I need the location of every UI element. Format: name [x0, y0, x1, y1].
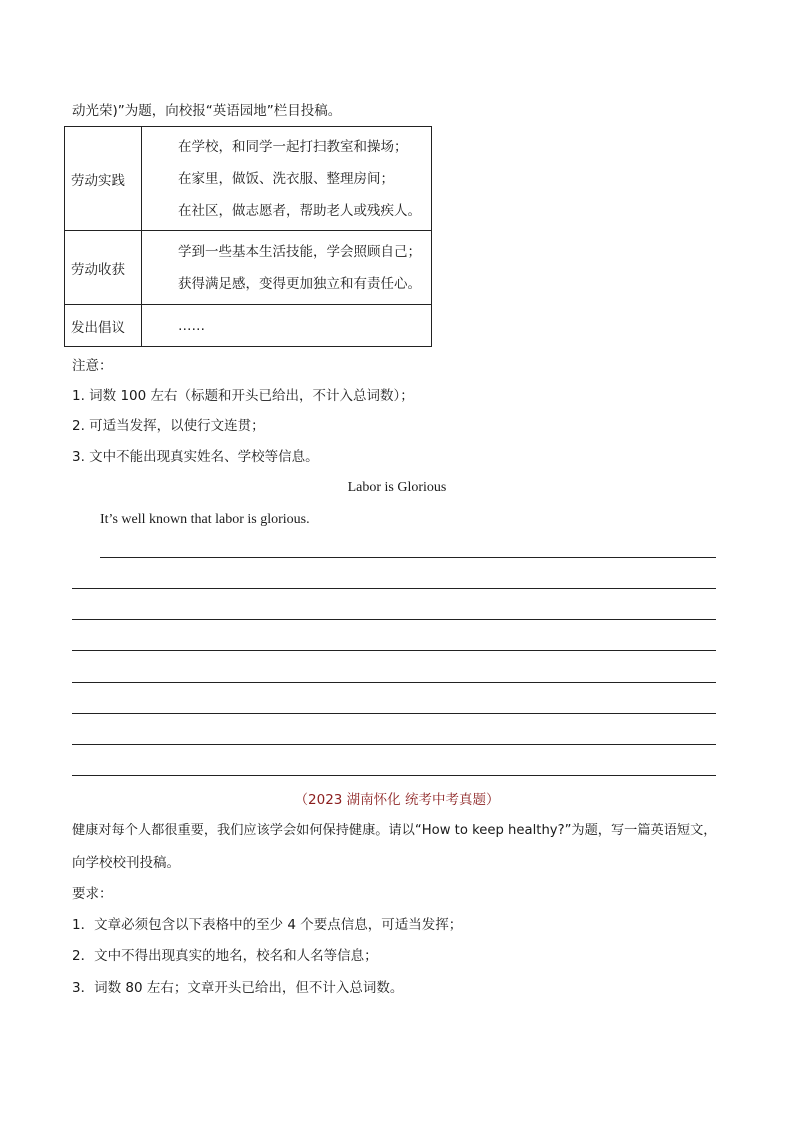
row-body	[142, 231, 432, 305]
requirement-item: 1．文章必须包含以下表格中的至少 4 个要点信息，可适当发挥；	[72, 917, 463, 933]
row-line: 在学校，和同学一起打扫教室和操场；	[178, 138, 408, 155]
row-body	[142, 305, 432, 347]
requirement-item: 2．文中不得出现真实的地名，校名和人名等信息；	[72, 948, 378, 964]
row-line: 获得满足感，变得更加独立和有责任心。	[178, 275, 421, 292]
writing-line[interactable]	[72, 588, 716, 589]
row-line: ……	[178, 317, 205, 334]
row-head: 劳动实践	[65, 127, 142, 231]
table-row	[65, 231, 432, 305]
writing-line[interactable]	[72, 619, 716, 620]
row-body	[142, 127, 432, 231]
note-item: 2. 可适当发挥，以使行文连贯；	[72, 418, 265, 434]
row-head: 发出倡议	[65, 305, 142, 347]
row-head: 劳动收获	[65, 231, 142, 305]
writing-line[interactable]	[100, 557, 716, 558]
requirement-item: 3．词数 80 左右；文章开头已给出，但不计入总词数。	[72, 980, 404, 996]
question-source: （2023 湖南怀化 统考中考真题）	[294, 792, 500, 808]
writing-line[interactable]	[72, 713, 716, 714]
prompt-line: 健康对每个人都很重要，我们应该学会如何保持健康。请以“How to keep healthy?”为题，写一篇英语短文，	[72, 823, 717, 838]
essay-opening: It’s well known that labor is glorious.	[100, 512, 310, 527]
notes-heading: 注意：	[72, 358, 113, 374]
writing-line[interactable]	[72, 744, 716, 745]
note-item: 1. 词数 100 左右（标题和开头已给出，不计入总词数）；	[72, 388, 414, 404]
essay-title: Labor is Glorious	[347, 480, 447, 495]
note-item: 3. 文中不能出现真实姓名、学校等信息。	[72, 449, 319, 465]
writing-line[interactable]	[72, 775, 716, 776]
table-row	[65, 127, 432, 231]
row-line: 在社区，做志愿者，帮助老人或残疾人。	[178, 202, 421, 219]
writing-line[interactable]	[72, 650, 716, 651]
prompt-line: 向学校校刊投稿。	[72, 855, 180, 871]
intro-line: 动光荣)”为题，向校报“英语园地”栏目投稿。	[72, 103, 342, 119]
writing-points-table	[64, 126, 432, 347]
row-line: 学到一些基本生活技能，学会照顾自己；	[178, 243, 421, 260]
writing-line[interactable]	[72, 682, 716, 683]
requirements-heading: 要求：	[72, 886, 113, 902]
table-row	[65, 305, 432, 347]
row-line: 在家里，做饭、洗衣服、整理房间；	[178, 170, 394, 187]
